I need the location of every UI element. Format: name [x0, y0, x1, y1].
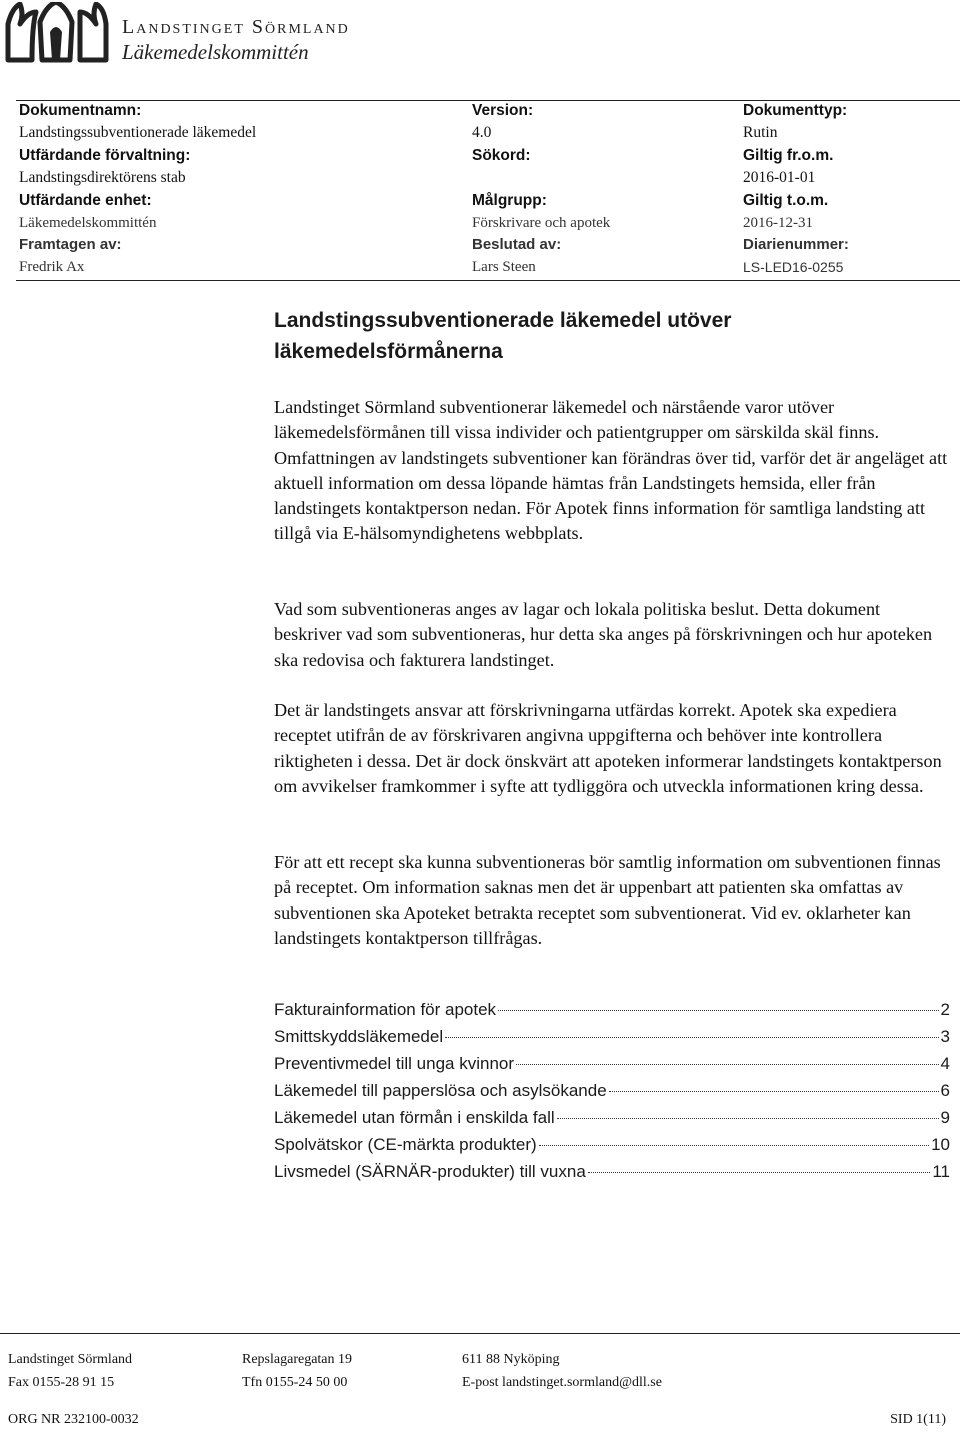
toc-entry[interactable]	[274, 1135, 950, 1162]
registration-number-label: Diarienummer:	[743, 236, 849, 253]
issuing-unit-value: Läkemedelskommittén	[19, 215, 157, 231]
paragraph-text: Det är landstingets ansvar att förskrivningarna utfärdas korrekt. Apotek ska expediera receptet utifrån de av förskrivaren angivna uppgifterna och behöver inte kontrollera riktigheten i dessa. Det är dock önskvärt att apoteken informerar landstingets kontaktperson om avvikelser framkommer i syfte att tydliggöra och utveckla informationen kring dessa.	[274, 700, 942, 796]
footer-organization: Landstinget Sörmland	[8, 1352, 133, 1367]
toc-entry-title[interactable]: Smittskyddsläkemedel	[274, 1027, 444, 1046]
paragraph-text: För att ett recept ska kunna subventioneras bör samtlig information om subventionen finnas på receptet. Om information saknas men det är uppenbart att patienten ska omfattas av subventionen ska Apoteket betrakta receptet som subventionerat. Vid ev. oklarheter kan landstingets kontaktperson tillfrågas.	[274, 852, 941, 948]
footer-fax: Fax 0155-28 91 15	[8, 1375, 115, 1390]
toc-leader-dots	[609, 1091, 939, 1092]
metadata-value-row	[16, 214, 960, 236]
toc-entry[interactable]	[274, 1054, 950, 1081]
document-type-value: Rutin	[743, 124, 778, 141]
valid-to-label: Giltig t.o.m.	[743, 192, 829, 209]
toc-entry-page[interactable]: 3	[940, 1027, 950, 1046]
target-group-label: Målgrupp:	[472, 192, 547, 209]
metadata-label-row	[16, 146, 960, 169]
metadata-value-row	[16, 258, 960, 281]
toc-entry[interactable]	[274, 1000, 950, 1027]
footer-city: 611 88 Nyköping	[462, 1352, 560, 1367]
toc-entry-page[interactable]: 10	[931, 1135, 950, 1154]
document-type-label: Dokumenttyp:	[740, 101, 960, 125]
toc-entry[interactable]	[274, 1027, 950, 1054]
toc-entry-page[interactable]: 4	[940, 1054, 950, 1073]
metadata-label-row	[16, 191, 960, 214]
toc-leader-dots	[498, 1010, 938, 1011]
toc-entry-page[interactable]: 9	[940, 1108, 950, 1127]
toc-leader-dots	[445, 1037, 938, 1038]
toc-entry-title[interactable]: Preventivmedel till unga kvinnor	[274, 1054, 515, 1073]
document-name-label: Dokumentnamn:	[16, 101, 469, 125]
issuing-unit-label: Utfärdande enhet:	[19, 192, 152, 209]
version-label: Version:	[469, 101, 740, 125]
toc-entry-page[interactable]: 2	[940, 1000, 950, 1019]
body-paragraph	[274, 395, 950, 547]
keywords-value	[469, 169, 740, 191]
toc-entry-title[interactable]: Läkemedel utan förmån i enskilda fall	[274, 1108, 555, 1127]
toc-entry-page[interactable]: 11	[932, 1162, 950, 1181]
footer-email[interactable]: E-post landstinget.sormland@dll.se	[462, 1375, 662, 1390]
keywords-label: Sökord:	[472, 147, 531, 164]
table-of-contents	[274, 1000, 950, 1189]
metadata-value-row	[16, 124, 960, 146]
decided-by-label: Beslutad av:	[472, 236, 562, 253]
valid-from-value: 2016-01-01	[743, 169, 816, 186]
toc-leader-dots	[557, 1118, 939, 1119]
footer-org-number: ORG NR 232100-0032	[8, 1412, 139, 1427]
metadata-label-row	[16, 236, 960, 258]
page-number: SID 1(11)	[890, 1412, 946, 1427]
metadata-value-row	[16, 169, 960, 191]
valid-to-value: 2016-12-31	[743, 215, 813, 231]
body-paragraph	[274, 698, 950, 799]
landstinget-logo-icon	[2, 2, 110, 64]
valid-from-label: Giltig fr.o.m.	[743, 147, 834, 164]
footer-phone: Tfn 0155-24 50 00	[242, 1375, 348, 1390]
prepared-by-label: Framtagen av:	[19, 236, 122, 253]
toc-entry[interactable]	[274, 1081, 950, 1108]
paragraph-text: Landstinget Sörmland subventionerar läkemedel och närstående varor utöver läkemedelsförmånen till vissa individer och patientgrupper om särskilda skäl finns. Omfattningen av landstingets subventioner kan förändras över tid, varför det är angeläget att aktuell information om dessa löpande hämtas från Landstingets hemsida, eller från landstingets kontaktperson nedan. För Apotek finns information för samtliga landsting att tillgå via E-hälsomyndighetens webbplats.	[274, 397, 948, 544]
toc-entry-title[interactable]: Spolvätskor (CE-märkta produkter)	[274, 1135, 537, 1154]
organization-name: Landstinget Sörmland	[122, 16, 350, 38]
toc-entry[interactable]	[274, 1108, 950, 1135]
document-name-value: Landstingssubventionerade läkemedel	[19, 124, 257, 141]
issuing-administration-value: Landstingsdirektörens stab	[19, 169, 186, 186]
committee-name: Läkemedelskommittén	[122, 40, 309, 64]
body-paragraph	[274, 850, 950, 951]
toc-leader-dots	[588, 1172, 931, 1173]
issuing-administration-label: Utfärdande förvaltning:	[19, 147, 191, 164]
version-value: 4.0	[472, 124, 492, 141]
registration-number-value: LS-LED16-0255	[740, 258, 960, 281]
footer-address: Repslagaregatan 19	[242, 1352, 353, 1367]
document-title: Landstingssubventionerade läkemedel utöver läkemedelsförmånerna	[274, 309, 732, 363]
body-paragraph	[274, 597, 950, 673]
footer-divider	[0, 1333, 960, 1334]
target-group-value: Förskrivare och apotek	[472, 215, 611, 231]
paragraph-text: Vad som subventioneras anges av lagar och lokala politiska beslut. Detta dokument beskriver vad som subventioneras, hur detta ska anges på förskrivningen och hur apoteken ska redovisa och fakturera landstinget.	[274, 599, 933, 670]
document-metadata-table	[16, 100, 960, 281]
metadata-label-row	[16, 101, 960, 125]
decided-by-value: Lars Steen	[469, 258, 740, 281]
toc-entry-title[interactable]: Fakturainformation för apotek	[274, 1000, 497, 1019]
prepared-by-value: Fredrik Ax	[16, 258, 469, 281]
toc-entry[interactable]	[274, 1162, 950, 1189]
toc-leader-dots	[539, 1145, 929, 1146]
toc-leader-dots	[516, 1064, 939, 1065]
toc-entry-title[interactable]: Läkemedel till papperslösa och asylsökande	[274, 1081, 607, 1100]
toc-entry-title[interactable]: Livsmedel (SÄRNÄR-produkter) till vuxna	[274, 1162, 586, 1181]
toc-entry-page[interactable]: 6	[940, 1081, 950, 1100]
